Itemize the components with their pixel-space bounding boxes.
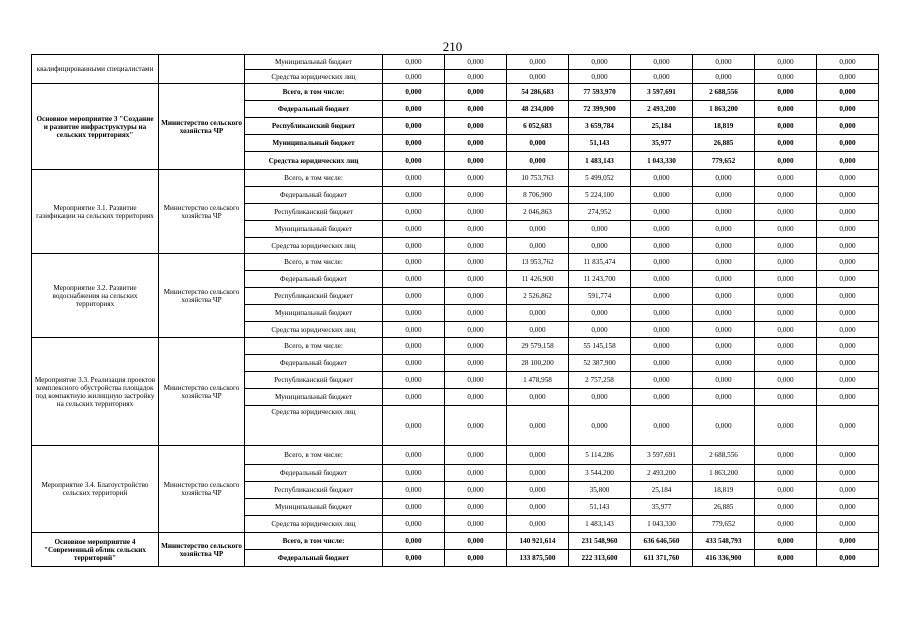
executor-cell: Министерство сельского хозяйства ЧР	[159, 446, 245, 533]
table-row	[32, 254, 879, 271]
value-cell: 0,000	[383, 288, 445, 305]
value-cell: 0,000	[631, 204, 693, 221]
funding-source-cell: Федеральный бюджет	[245, 101, 383, 118]
value-cell: 0,000	[569, 238, 631, 254]
value-cell: 51,143	[569, 135, 631, 152]
value-cell: 0,000	[631, 322, 693, 338]
value-cell: 1 478,958	[507, 372, 569, 389]
value-cell: 0,000	[755, 135, 817, 152]
value-cell: 35,977	[631, 499, 693, 516]
value-cell: 0,000	[817, 499, 879, 516]
value-cell: 35,800	[569, 482, 631, 499]
activity-name-cell: квалифицированными специалистами	[32, 55, 159, 84]
executor-cell: Министерство сельского хозяйства ЧР	[159, 254, 245, 338]
value-cell: 3 544,200	[569, 465, 631, 482]
value-cell: 54 286,683	[507, 84, 569, 101]
executor-cell: Министерство сельского хозяйства ЧР	[159, 170, 245, 254]
value-cell: 0,000	[445, 516, 507, 533]
value-cell: 0,000	[817, 55, 879, 70]
value-cell: 0,000	[507, 322, 569, 338]
value-cell: 1 483,143	[569, 152, 631, 170]
value-cell: 1 863,200	[693, 465, 755, 482]
value-cell: 591,774	[569, 288, 631, 305]
value-cell: 0,000	[693, 406, 755, 446]
value-cell: 0,000	[383, 70, 445, 84]
value-cell: 1 043,330	[631, 152, 693, 170]
funding-source-cell: Муниципальный бюджет	[245, 135, 383, 152]
value-cell: 0,000	[631, 55, 693, 70]
value-cell: 55 145,158	[569, 338, 631, 355]
value-cell: 0,000	[755, 446, 817, 465]
value-cell: 0,000	[755, 550, 817, 567]
funding-source-cell: Федеральный бюджет	[245, 550, 383, 567]
table-row	[32, 84, 879, 101]
value-cell: 0,000	[383, 170, 445, 187]
value-cell: 0,000	[445, 254, 507, 271]
value-cell: 0,000	[445, 135, 507, 152]
value-cell: 0,000	[383, 338, 445, 355]
value-cell: 0,000	[693, 170, 755, 187]
value-cell: 0,000	[445, 406, 507, 446]
value-cell: 0,000	[383, 187, 445, 204]
value-cell: 0,000	[507, 55, 569, 70]
value-cell: 52 387,900	[569, 355, 631, 372]
funding-source-cell: Муниципальный бюджет	[245, 55, 383, 70]
value-cell: 0,000	[755, 533, 817, 550]
value-cell: 48 234,000	[507, 101, 569, 118]
value-cell: 0,000	[817, 70, 879, 84]
value-cell: 0,000	[507, 238, 569, 254]
value-cell: 5 224,100	[569, 187, 631, 204]
funding-source-cell: Республиканский бюджет	[245, 204, 383, 221]
funding-source-cell: Республиканский бюджет	[245, 372, 383, 389]
value-cell: 0,000	[817, 465, 879, 482]
value-cell: 0,000	[693, 70, 755, 84]
table-body	[32, 55, 879, 567]
value-cell: 0,000	[817, 338, 879, 355]
value-cell: 0,000	[755, 499, 817, 516]
value-cell: 72 399,900	[569, 101, 631, 118]
value-cell: 3 597,691	[631, 84, 693, 101]
value-cell: 1 483,143	[569, 516, 631, 533]
value-cell: 0,000	[755, 204, 817, 221]
value-cell: 18,819	[693, 482, 755, 499]
executor-cell: Министерство сельского хозяйства ЧР	[159, 84, 245, 170]
value-cell: 0,000	[693, 322, 755, 338]
value-cell: 2 493,200	[631, 101, 693, 118]
value-cell: 0,000	[383, 465, 445, 482]
value-cell: 0,000	[817, 533, 879, 550]
activity-name-cell: Мероприятие 3.3. Реализация проектов комплексного обустройства площадок под компактную жилищную застройку на сельских территориях	[32, 338, 159, 446]
funding-source-cell: Федеральный бюджет	[245, 465, 383, 482]
value-cell: 0,000	[817, 389, 879, 406]
funding-source-cell: Средства юридических лиц	[245, 406, 383, 446]
value-cell: 0,000	[445, 389, 507, 406]
value-cell: 0,000	[383, 372, 445, 389]
funding-source-cell: Всего, в том числе:	[245, 84, 383, 101]
value-cell: 0,000	[445, 355, 507, 372]
value-cell: 0,000	[693, 254, 755, 271]
value-cell: 0,000	[507, 70, 569, 84]
value-cell: 0,000	[755, 355, 817, 372]
executor-cell: Министерство сельского хозяйства ЧР	[159, 338, 245, 446]
value-cell: 0,000	[445, 499, 507, 516]
value-cell: 18,819	[693, 118, 755, 135]
table-row	[32, 338, 879, 355]
value-cell: 0,000	[383, 238, 445, 254]
value-cell: 779,652	[693, 152, 755, 170]
value-cell: 0,000	[817, 372, 879, 389]
value-cell: 0,000	[693, 389, 755, 406]
funding-source-cell: Всего, в том числе:	[245, 446, 383, 465]
value-cell: 26,885	[693, 499, 755, 516]
value-cell: 0,000	[445, 271, 507, 288]
value-cell: 0,000	[755, 55, 817, 70]
value-cell: 0,000	[817, 482, 879, 499]
funding-source-cell: Федеральный бюджет	[245, 271, 383, 288]
value-cell: 0,000	[383, 271, 445, 288]
value-cell: 0,000	[445, 372, 507, 389]
value-cell: 0,000	[383, 355, 445, 372]
budget-table	[31, 54, 879, 567]
value-cell: 0,000	[755, 254, 817, 271]
value-cell: 0,000	[693, 204, 755, 221]
value-cell: 28 100,200	[507, 355, 569, 372]
value-cell: 0,000	[631, 170, 693, 187]
value-cell: 13 953,762	[507, 254, 569, 271]
executor-cell: Министерство сельского хозяйства ЧР	[159, 533, 245, 567]
value-cell: 0,000	[445, 204, 507, 221]
value-cell: 0,000	[631, 305, 693, 322]
value-cell: 0,000	[569, 305, 631, 322]
value-cell: 0,000	[631, 372, 693, 389]
value-cell: 0,000	[383, 55, 445, 70]
funding-source-cell: Всего, в том числе:	[245, 170, 383, 187]
executor-cell	[159, 55, 245, 84]
value-cell: 26,885	[693, 135, 755, 152]
value-cell: 0,000	[755, 238, 817, 254]
value-cell: 0,000	[445, 187, 507, 204]
activity-name-cell: Основное мероприятие 4 "Современный облик сельских территорий"	[32, 533, 159, 567]
value-cell: 0,000	[445, 482, 507, 499]
value-cell: 51,143	[569, 499, 631, 516]
value-cell: 0,000	[445, 170, 507, 187]
value-cell: 140 921,614	[507, 533, 569, 550]
value-cell: 10 753,763	[507, 170, 569, 187]
value-cell: 0,000	[755, 516, 817, 533]
value-cell: 0,000	[693, 271, 755, 288]
value-cell: 0,000	[569, 322, 631, 338]
value-cell: 25,184	[631, 118, 693, 135]
value-cell: 0,000	[817, 135, 879, 152]
funding-source-cell: Республиканский бюджет	[245, 288, 383, 305]
value-cell: 0,000	[383, 135, 445, 152]
value-cell: 0,000	[693, 305, 755, 322]
activity-name-cell: Мероприятие 3.2. Развитие водоснабжения на сельских территориях	[32, 254, 159, 338]
value-cell: 0,000	[445, 152, 507, 170]
value-cell: 0,000	[507, 499, 569, 516]
value-cell: 416 336,900	[693, 550, 755, 567]
funding-source-cell: Муниципальный бюджет	[245, 499, 383, 516]
value-cell: 11 426,900	[507, 271, 569, 288]
value-cell: 2 757,258	[569, 372, 631, 389]
value-cell: 0,000	[755, 221, 817, 238]
value-cell: 0,000	[383, 482, 445, 499]
value-cell: 611 371,760	[631, 550, 693, 567]
value-cell: 0,000	[631, 271, 693, 288]
value-cell: 6 052,683	[507, 118, 569, 135]
value-cell: 77 593,970	[569, 84, 631, 101]
value-cell: 0,000	[817, 446, 879, 465]
value-cell: 0,000	[507, 406, 569, 446]
value-cell: 0,000	[693, 338, 755, 355]
value-cell: 0,000	[817, 221, 879, 238]
activity-name-cell: Основное мероприятие 3 "Создание и развитие инфраструктуры на сельских территориях"	[32, 84, 159, 170]
value-cell: 0,000	[445, 221, 507, 238]
value-cell: 0,000	[445, 101, 507, 118]
value-cell: 0,000	[755, 465, 817, 482]
value-cell: 0,000	[507, 516, 569, 533]
value-cell: 8 706,900	[507, 187, 569, 204]
value-cell: 0,000	[817, 271, 879, 288]
value-cell: 0,000	[817, 84, 879, 101]
value-cell: 0,000	[817, 355, 879, 372]
value-cell: 0,000	[755, 271, 817, 288]
value-cell: 0,000	[507, 305, 569, 322]
value-cell: 0,000	[383, 101, 445, 118]
value-cell: 0,000	[507, 465, 569, 482]
value-cell: 0,000	[507, 446, 569, 465]
value-cell: 0,000	[383, 533, 445, 550]
value-cell: 0,000	[383, 84, 445, 101]
value-cell: 0,000	[569, 389, 631, 406]
value-cell: 0,000	[755, 338, 817, 355]
value-cell: 0,000	[693, 187, 755, 204]
value-cell: 0,000	[383, 322, 445, 338]
funding-source-cell: Средства юридических лиц	[245, 152, 383, 170]
value-cell: 0,000	[445, 84, 507, 101]
value-cell: 0,000	[445, 238, 507, 254]
funding-source-cell: Республиканский бюджет	[245, 482, 383, 499]
value-cell: 0,000	[693, 55, 755, 70]
value-cell: 0,000	[755, 170, 817, 187]
value-cell: 0,000	[445, 550, 507, 567]
value-cell: 0,000	[445, 465, 507, 482]
value-cell: 0,000	[755, 84, 817, 101]
funding-source-cell: Федеральный бюджет	[245, 187, 383, 204]
value-cell: 0,000	[693, 221, 755, 238]
funding-source-cell: Всего, в том числе:	[245, 254, 383, 271]
value-cell: 433 548,793	[693, 533, 755, 550]
value-cell: 0,000	[817, 238, 879, 254]
value-cell: 0,000	[507, 482, 569, 499]
value-cell: 0,000	[445, 338, 507, 355]
value-cell: 0,000	[383, 118, 445, 135]
value-cell: 636 646,560	[631, 533, 693, 550]
value-cell: 5 114,286	[569, 446, 631, 465]
value-cell: 0,000	[693, 355, 755, 372]
activity-name-cell: Мероприятие 3.4. Благоустройство сельских территорий	[32, 446, 159, 533]
value-cell: 2 493,200	[631, 465, 693, 482]
value-cell: 0,000	[693, 372, 755, 389]
value-cell: 0,000	[631, 221, 693, 238]
value-cell: 0,000	[445, 446, 507, 465]
funding-source-cell: Муниципальный бюджет	[245, 389, 383, 406]
table-row	[32, 446, 879, 465]
value-cell: 0,000	[383, 254, 445, 271]
funding-source-cell: Средства юридических лиц	[245, 322, 383, 338]
value-cell: 0,000	[817, 516, 879, 533]
value-cell: 0,000	[817, 406, 879, 446]
value-cell: 0,000	[445, 533, 507, 550]
value-cell: 0,000	[383, 499, 445, 516]
value-cell: 0,000	[507, 152, 569, 170]
value-cell: 2 046,863	[507, 204, 569, 221]
value-cell: 0,000	[817, 170, 879, 187]
value-cell: 133 875,500	[507, 550, 569, 567]
value-cell: 0,000	[755, 406, 817, 446]
value-cell: 0,000	[817, 288, 879, 305]
table-row	[32, 170, 879, 187]
value-cell: 0,000	[755, 482, 817, 499]
value-cell: 0,000	[445, 55, 507, 70]
value-cell: 0,000	[569, 221, 631, 238]
value-cell: 0,000	[383, 305, 445, 322]
value-cell: 35,977	[631, 135, 693, 152]
value-cell: 2 688,556	[693, 84, 755, 101]
value-cell: 0,000	[817, 305, 879, 322]
value-cell: 0,000	[817, 187, 879, 204]
value-cell: 0,000	[817, 204, 879, 221]
table-row	[32, 55, 879, 70]
value-cell: 2 526,862	[507, 288, 569, 305]
value-cell: 0,000	[631, 70, 693, 84]
value-cell: 1 043,330	[631, 516, 693, 533]
value-cell: 0,000	[817, 101, 879, 118]
funding-source-cell: Средства юридических лиц	[245, 238, 383, 254]
value-cell: 0,000	[445, 322, 507, 338]
value-cell: 0,000	[755, 118, 817, 135]
value-cell: 0,000	[383, 516, 445, 533]
value-cell: 0,000	[755, 389, 817, 406]
value-cell: 231 548,960	[569, 533, 631, 550]
value-cell: 0,000	[755, 372, 817, 389]
value-cell: 0,000	[569, 406, 631, 446]
funding-source-cell: Средства юридических лиц	[245, 516, 383, 533]
value-cell: 0,000	[817, 152, 879, 170]
value-cell: 3 597,691	[631, 446, 693, 465]
value-cell: 0,000	[383, 221, 445, 238]
funding-source-cell: Всего, в том числе:	[245, 338, 383, 355]
value-cell: 0,000	[817, 550, 879, 567]
value-cell: 0,000	[817, 118, 879, 135]
value-cell: 0,000	[755, 101, 817, 118]
value-cell: 0,000	[507, 135, 569, 152]
value-cell: 0,000	[445, 118, 507, 135]
value-cell: 274,952	[569, 204, 631, 221]
value-cell: 2 688,556	[693, 446, 755, 465]
value-cell: 779,652	[693, 516, 755, 533]
page-number: 210	[442, 39, 463, 54]
value-cell: 0,000	[569, 55, 631, 70]
value-cell: 0,000	[631, 288, 693, 305]
value-cell: 0,000	[383, 550, 445, 567]
value-cell: 0,000	[445, 288, 507, 305]
activity-name-cell: Мероприятие 3.1. Развитие газификации на сельских территориях	[32, 170, 159, 254]
value-cell: 0,000	[631, 238, 693, 254]
value-cell: 0,000	[693, 238, 755, 254]
value-cell: 5 499,052	[569, 170, 631, 187]
value-cell: 0,000	[755, 152, 817, 170]
value-cell: 0,000	[693, 288, 755, 305]
value-cell: 0,000	[569, 70, 631, 84]
value-cell: 0,000	[817, 254, 879, 271]
value-cell: 0,000	[755, 70, 817, 84]
funding-source-cell: Средства юридических лиц	[245, 70, 383, 84]
value-cell: 0,000	[631, 389, 693, 406]
value-cell: 0,000	[755, 305, 817, 322]
value-cell: 0,000	[383, 406, 445, 446]
value-cell: 222 313,600	[569, 550, 631, 567]
value-cell: 0,000	[817, 322, 879, 338]
value-cell: 0,000	[383, 389, 445, 406]
funding-source-cell: Муниципальный бюджет	[245, 305, 383, 322]
value-cell: 25,184	[631, 482, 693, 499]
value-cell: 0,000	[755, 187, 817, 204]
table-row	[32, 533, 879, 550]
funding-source-cell: Муниципальный бюджет	[245, 221, 383, 238]
value-cell: 0,000	[445, 305, 507, 322]
value-cell: 0,000	[383, 204, 445, 221]
value-cell: 0,000	[445, 70, 507, 84]
value-cell: 0,000	[631, 338, 693, 355]
value-cell: 1 863,200	[693, 101, 755, 118]
value-cell: 3 659,784	[569, 118, 631, 135]
value-cell: 0,000	[631, 355, 693, 372]
value-cell: 0,000	[631, 254, 693, 271]
value-cell: 0,000	[383, 152, 445, 170]
value-cell: 0,000	[507, 221, 569, 238]
value-cell: 0,000	[383, 446, 445, 465]
value-cell: 0,000	[755, 322, 817, 338]
funding-source-cell: Федеральный бюджет	[245, 355, 383, 372]
funding-source-cell: Республиканский бюджет	[245, 118, 383, 135]
value-cell: 11 835,474	[569, 254, 631, 271]
value-cell: 29 579,158	[507, 338, 569, 355]
value-cell: 11 243,700	[569, 271, 631, 288]
value-cell: 0,000	[631, 187, 693, 204]
value-cell: 0,000	[507, 389, 569, 406]
value-cell: 0,000	[631, 406, 693, 446]
funding-source-cell: Всего, в том числе:	[245, 533, 383, 550]
value-cell: 0,000	[755, 288, 817, 305]
